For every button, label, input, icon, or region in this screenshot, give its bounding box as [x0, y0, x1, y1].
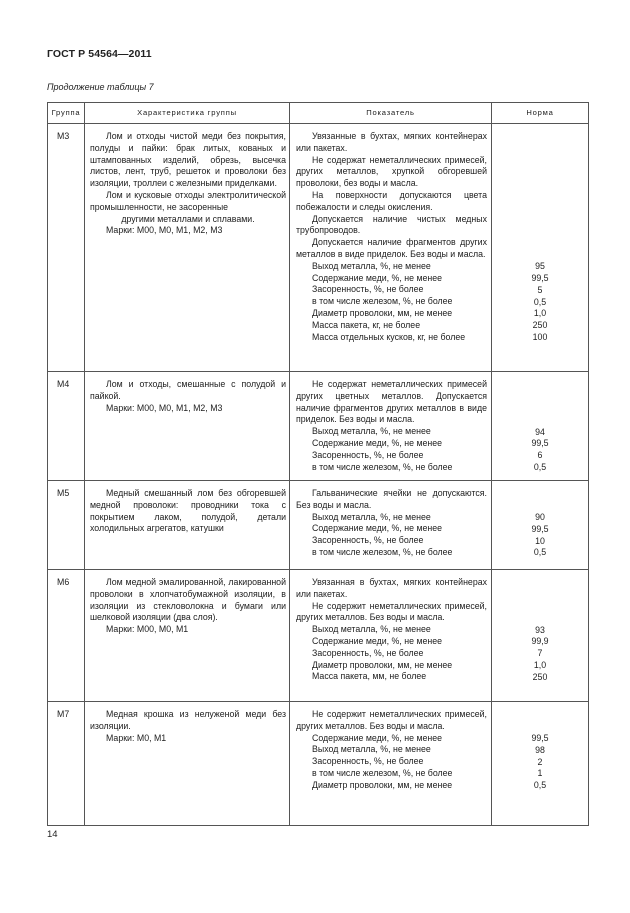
norm-value: 5 — [537, 284, 543, 295]
characteristic-paragraph: Медная крошка из нелуженой меди без изоляции. — [90, 709, 286, 731]
table-row — [48, 372, 589, 481]
indicator-parameter-label: Засоренность, %, не более — [312, 756, 424, 767]
norm-value: 2 — [537, 756, 543, 767]
indicator-parameter-label: Масса отдельных кусков, кг, не более — [312, 331, 466, 342]
group-characteristic — [85, 372, 290, 481]
norm-value: 6 — [537, 450, 543, 461]
norm-value: 99,5 — [531, 438, 549, 449]
indicator-cell — [290, 124, 492, 372]
indicator-parameter-label: Содержание меди, %, не менее — [312, 523, 443, 534]
indicator-cell — [290, 481, 492, 570]
table-row — [48, 570, 589, 702]
norm-value: 1,0 — [533, 308, 547, 319]
indicator-parameter-label: Выход металла, %, не менее — [312, 624, 431, 635]
norm-value: 98 — [535, 744, 545, 755]
norm-value: 0,5 — [533, 462, 547, 473]
indicator-parameter-label: Засоренность, %, не более — [312, 449, 424, 460]
indicator-cell — [290, 702, 492, 826]
indicator-cell — [290, 372, 492, 481]
indicator-paragraph: Допускается наличие чистых медных трубопроводов. — [296, 213, 487, 236]
characteristic-paragraph: Лом медной эмалированной, лакированной проволоки в хлопчатобумажной изоляции, в изоляции из стекловолокна и бумаги или шелковой изоляции (два слоя). — [90, 577, 286, 623]
group-characteristic — [85, 570, 290, 702]
page-number: 14 — [47, 829, 58, 840]
indicator-parameter-label: Выход металла, %, не менее — [312, 260, 431, 271]
group-code: М3 — [48, 124, 85, 372]
indicator-paragraph: На поверхности допускаются цвета побежалости и следы окисления. — [296, 189, 487, 212]
indicator-parameter-label: Засоренность, %, не более — [312, 647, 424, 658]
column-header-norm: Норма — [492, 103, 589, 124]
indicator-paragraph: Увязанная в бухтах, мягких контейнерах или пакетах. — [296, 577, 487, 599]
indicator-parameter-label: Масса пакета, мм, не более — [312, 671, 427, 682]
norm-value: 95 — [535, 261, 545, 272]
table-row — [48, 124, 589, 372]
norm-value: 99,5 — [531, 523, 549, 534]
norm-cell — [492, 481, 589, 570]
norm-cell — [492, 570, 589, 702]
norm-value: 93 — [535, 624, 545, 635]
indicator-parameter-label: Масса пакета, кг, не более — [312, 319, 421, 330]
indicator-paragraph: Не содержат неметаллических примесей, других металлов, хрупкой обгоревшей проволоки, без воды и масла. — [296, 154, 487, 189]
characteristic-paragraph: Марки: М00, М0, М1 — [106, 624, 189, 635]
indicator-parameter-label: Диаметр проволоки, мм, не менее — [312, 779, 453, 790]
indicator-parameter-label: Содержание меди, %, не менее — [312, 272, 443, 283]
indicator-parameter-label: Содержание меди, %, не менее — [312, 732, 443, 743]
norm-value: 0,5 — [533, 296, 547, 307]
column-header-characteristic: Характеристика группы — [85, 103, 290, 124]
norm-value: 99,9 — [531, 636, 549, 647]
indicator-paragraph: Увязанные в бухтах, мягких контейнерах или пакетах. — [296, 131, 487, 153]
indicator-paragraph: Гальванические ячейки не допускаются. Без воды и масла. — [296, 488, 487, 510]
table-row — [48, 702, 589, 826]
indicator-parameter-label: Содержание меди, %, не менее — [312, 635, 443, 646]
indicator-parameter-label: Выход металла, %, не менее — [312, 744, 431, 755]
norm-value: 7 — [537, 648, 543, 659]
group-code: М5 — [48, 481, 85, 570]
group-characteristic — [85, 702, 290, 826]
norm-value: 99,5 — [531, 733, 549, 744]
norm-value: 99,5 — [531, 273, 549, 284]
norm-value: 100 — [532, 332, 548, 343]
indicator-parameter-label: Выход металла, %, не менее — [312, 511, 431, 522]
group-code: М7 — [48, 702, 85, 826]
characteristic-paragraph: Марки: М00, М0, М1, М2, М3 — [106, 225, 223, 236]
group-code: М4 — [48, 372, 85, 481]
norm-cell — [492, 124, 589, 372]
indicator-parameter-label: в том числе железом, %, не более — [312, 296, 453, 307]
norm-value: 94 — [535, 426, 545, 437]
indicator-paragraph: Допускается наличие фрагментов других металлов в виде приделок. Без воды и масла. — [296, 237, 487, 259]
indicator-parameter-label: Содержание меди, %, не менее — [312, 437, 443, 448]
indicator-paragraph: Не содержит неметаллических примесей, других металлов. Без воды и масла. — [296, 600, 487, 623]
norm-value: 0,5 — [533, 780, 547, 791]
column-header-group: Группа — [48, 103, 85, 124]
norm-value: 10 — [535, 535, 545, 546]
characteristic-paragraph: Марки: М0, М1 — [106, 732, 167, 743]
group-code: М6 — [48, 570, 85, 702]
indicator-parameter-label: в том числе железом, %, не более — [312, 461, 453, 472]
table-header-row — [48, 103, 589, 124]
characteristic-paragraph: другими металлами и сплавами. — [121, 213, 255, 224]
characteristic-paragraph: Лом и отходы, смешанные с полудой и пайкой. — [90, 379, 286, 401]
norm-cell — [492, 372, 589, 481]
norm-value: 1 — [537, 768, 543, 779]
indicator-parameter-label: Диаметр проволоки, мм, не менее — [312, 307, 453, 318]
group-characteristic — [85, 124, 290, 372]
indicator-parameter-label: Выход металла, %, не менее — [312, 426, 431, 437]
characteristic-paragraph: Лом и кусковые отходы электролитической промышленности, не засоренные — [90, 189, 286, 212]
norm-value: 250 — [532, 671, 548, 682]
characteristic-paragraph: Медный смешанный лом без обгоревшей медной проволоки: проводники тока с покрытием лаком, полудой, детали холодильных агрегатов, катушки — [90, 488, 286, 534]
indicator-parameter-label: Засоренность, %, не более — [312, 284, 424, 295]
norm-value: 1,0 — [533, 660, 547, 671]
indicator-cell — [290, 570, 492, 702]
metal-scrap-table — [47, 102, 589, 826]
norm-value: 0,5 — [533, 547, 547, 558]
norm-value: 250 — [532, 320, 548, 331]
document-header: ГОСТ Р 54564—2011 — [47, 48, 152, 60]
indicator-paragraph: Не содержит неметаллических примесей, других металлов. Без воды и масла. — [296, 709, 487, 731]
norm-value: 90 — [535, 512, 545, 523]
group-characteristic — [85, 481, 290, 570]
indicator-parameter-label: Засоренность, %, не более — [312, 535, 424, 546]
characteristic-paragraph: Лом и отходы чистой меди без покрытия, полуды и пайки: брак литых, кованых и штампованных изделий, обрезь, высечка листов, лент, труб, решеток и проволоки без изоляции, троллеи с железными приделками. — [90, 131, 286, 189]
table-row — [48, 481, 589, 570]
table-continuation-label: Продолжение таблицы 7 — [47, 82, 154, 92]
norm-cell — [492, 702, 589, 826]
indicator-paragraph: Не содержат неметаллических примесей других цветных металлов. Допускается наличие фрагментов других металлов в виде приделок. Без воды и масла. — [296, 379, 487, 425]
column-header-indicator: Показатель — [290, 103, 492, 124]
indicator-parameter-label: в том числе железом, %, не более — [312, 546, 453, 557]
indicator-parameter-label: в том числе железом, %, не более — [312, 767, 453, 778]
characteristic-paragraph: Марки: М00, М0, М1, М2, М3 — [106, 402, 223, 413]
indicator-parameter-label: Диаметр проволоки, мм, не менее — [312, 659, 453, 670]
